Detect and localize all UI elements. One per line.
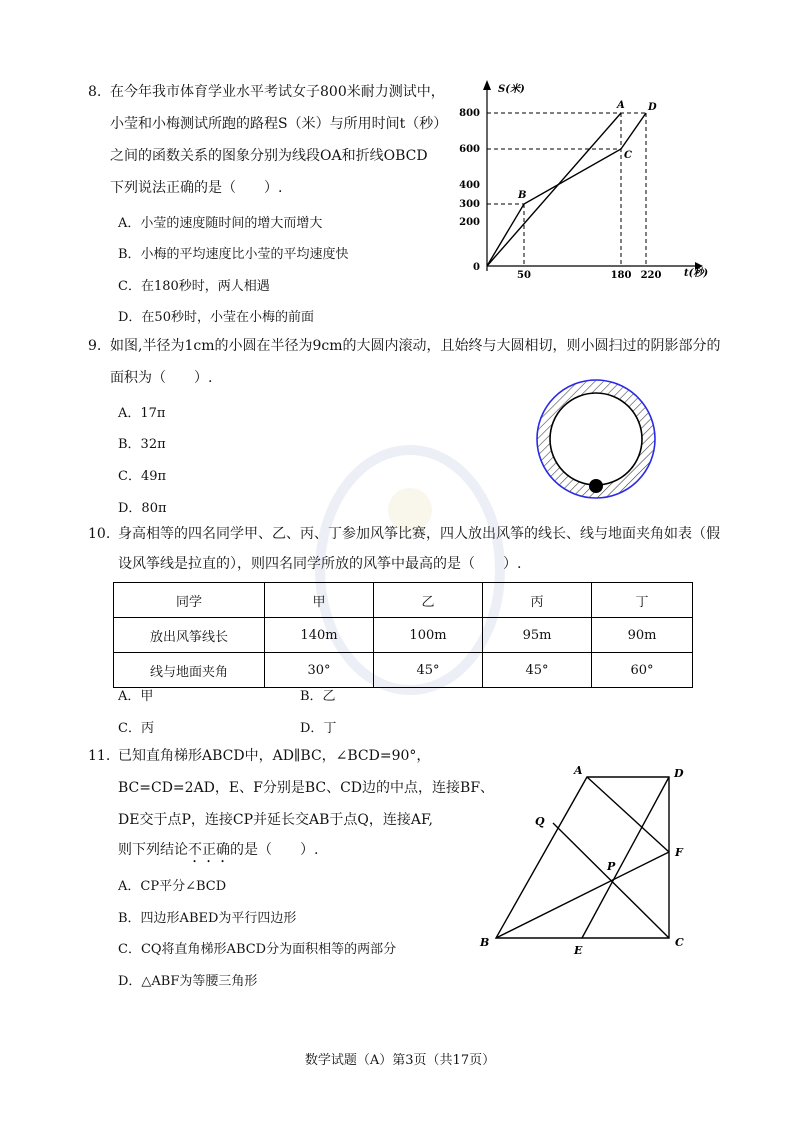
table-cell: 140m — [265, 618, 374, 653]
table-header: 同学 — [114, 583, 265, 618]
point-d-label: D — [648, 102, 657, 113]
table-row — [114, 583, 693, 618]
option-b: B．32π — [118, 437, 166, 452]
kite-table — [113, 582, 693, 688]
segment-bf — [496, 852, 669, 938]
table-row — [114, 618, 693, 653]
question-number: 8. — [88, 84, 102, 100]
segment-oa — [487, 113, 621, 266]
question-number: 9. — [88, 338, 102, 354]
origin-label: 0 — [473, 262, 480, 273]
table-header: 甲 — [265, 583, 374, 618]
question-text: 则下列结论不正确的是（ ）. — [118, 842, 319, 858]
point-a-label: A — [617, 100, 625, 111]
option-c: C．CQ将直角梯形ABCD分为面积相等的两部分 — [118, 942, 397, 957]
question-text: 设风筝线是拉直的），则四名同学所放的风筝中最高的是（ ）. — [118, 556, 522, 572]
y-tick-400: 400 — [459, 180, 480, 191]
option-d: D．在50秒时，小莹在小梅的前面 — [118, 310, 314, 325]
point-b-label: B — [518, 190, 527, 201]
option-d: D．80π — [118, 501, 167, 516]
segment-af — [587, 777, 669, 852]
question-text: 小莹和小梅测试所跑的路程S（米）与所用时间t（秒） — [110, 116, 448, 132]
y-tick-800: 800 — [459, 108, 480, 119]
option-c: C．在180秒时，两人相遇 — [118, 279, 270, 294]
table-header: 丙 — [483, 583, 592, 618]
question-text: BC=CD=2AD，E、F分别是BC、CD边的中点，连接BF、 — [118, 780, 495, 796]
rolling-circle-figure — [530, 378, 666, 500]
label-e: E — [574, 944, 583, 957]
trapezoid-abcd — [496, 777, 669, 938]
inner-circle — [550, 393, 642, 485]
option-b: B．四边形ABED为平行四边形 — [118, 911, 297, 926]
question-text: 之间的函数关系的图象分别为线段OA和折线OBCD — [110, 148, 428, 164]
dashed-guides — [487, 113, 646, 266]
point-c-label: C — [624, 150, 632, 161]
table-row — [114, 653, 693, 688]
label-p: P — [607, 860, 616, 873]
option-c: C．丙 — [118, 721, 154, 736]
question-text: 面积为（ ）. — [110, 370, 213, 386]
emphasis-not-correct: 不正确 — [188, 842, 230, 858]
question-number: 10. — [88, 526, 111, 542]
option-d: D．△ABF为等腰三角形 — [118, 974, 258, 989]
segment-de — [582, 777, 669, 938]
table-cell: 100m — [374, 618, 483, 653]
option-b: B．乙 — [300, 689, 336, 704]
option-a: A．17π — [118, 406, 166, 421]
question-text: 身高相等的四名同学甲、乙、丙、丁参加风筝比赛，四人放出风筝的线长、线与地面夹角如表（假 — [118, 526, 720, 542]
segment-cq — [553, 823, 669, 938]
table-cell: 放出风筝线长 — [114, 618, 265, 653]
option-a: A．小莹的速度随时间的增大而增大 — [118, 216, 323, 231]
label-f: F — [675, 846, 683, 859]
y-tick-600: 600 — [459, 144, 480, 155]
option-a: A．CP平分∠BCD — [118, 879, 227, 894]
table-header: 丁 — [592, 583, 693, 618]
label-c: C — [675, 936, 684, 949]
question-number: 11. — [88, 748, 111, 764]
y-tick-200: 200 — [459, 217, 480, 228]
table-header: 乙 — [374, 583, 483, 618]
question-text: 已知直角梯形ABCD中，AD∥BC，∠BCD=90°， — [118, 748, 431, 764]
y-axis-arrow — [483, 80, 491, 90]
question-text: DE交于点P，连接CP并延长交AB于点Q，连接AF, — [118, 812, 433, 828]
x-tick-180: 180 — [610, 270, 632, 281]
y-axis-label: S(米) — [498, 84, 525, 95]
question-text: 如图,半径为1cm的小圆在半径为9cm的大圆内滚动，且始终与大圆相切，则小圆扫过的阴影部分的 — [110, 338, 721, 354]
x-tick-220: 220 — [640, 270, 662, 281]
table-cell: 45° — [374, 653, 483, 688]
label-b: B — [480, 936, 490, 949]
small-circle — [589, 479, 603, 493]
x-axis-label: t(秒) — [684, 268, 709, 279]
x-tick-50: 50 — [517, 270, 531, 281]
y-tick-300: 300 — [459, 199, 480, 210]
label-q: Q — [535, 815, 545, 828]
distance-time-graph — [450, 76, 720, 286]
option-a: A．甲 — [118, 689, 154, 704]
option-c: C．49π — [118, 469, 167, 484]
table-cell: 45° — [483, 653, 592, 688]
label-a: A — [574, 764, 583, 777]
label-d: D — [674, 767, 684, 780]
trapezoid-figure — [470, 760, 700, 960]
table-cell: 60° — [592, 653, 693, 688]
page-footer: 数学试题（A）第3页（共17页） — [304, 1053, 496, 1068]
table-cell: 30° — [265, 653, 374, 688]
table-cell: 95m — [483, 618, 592, 653]
polyline-obcd — [487, 113, 646, 266]
question-text: 下列说法正确的是（ ）. — [110, 180, 283, 196]
table-cell: 90m — [592, 618, 693, 653]
option-b: B．小梅的平均速度比小莹的平均速度快 — [118, 247, 349, 262]
question-text: 在今年我市体育学业水平考试女子800米耐力测试中， — [110, 84, 445, 100]
option-d: D．丁 — [300, 721, 337, 736]
table-cell: 线与地面夹角 — [114, 653, 265, 688]
